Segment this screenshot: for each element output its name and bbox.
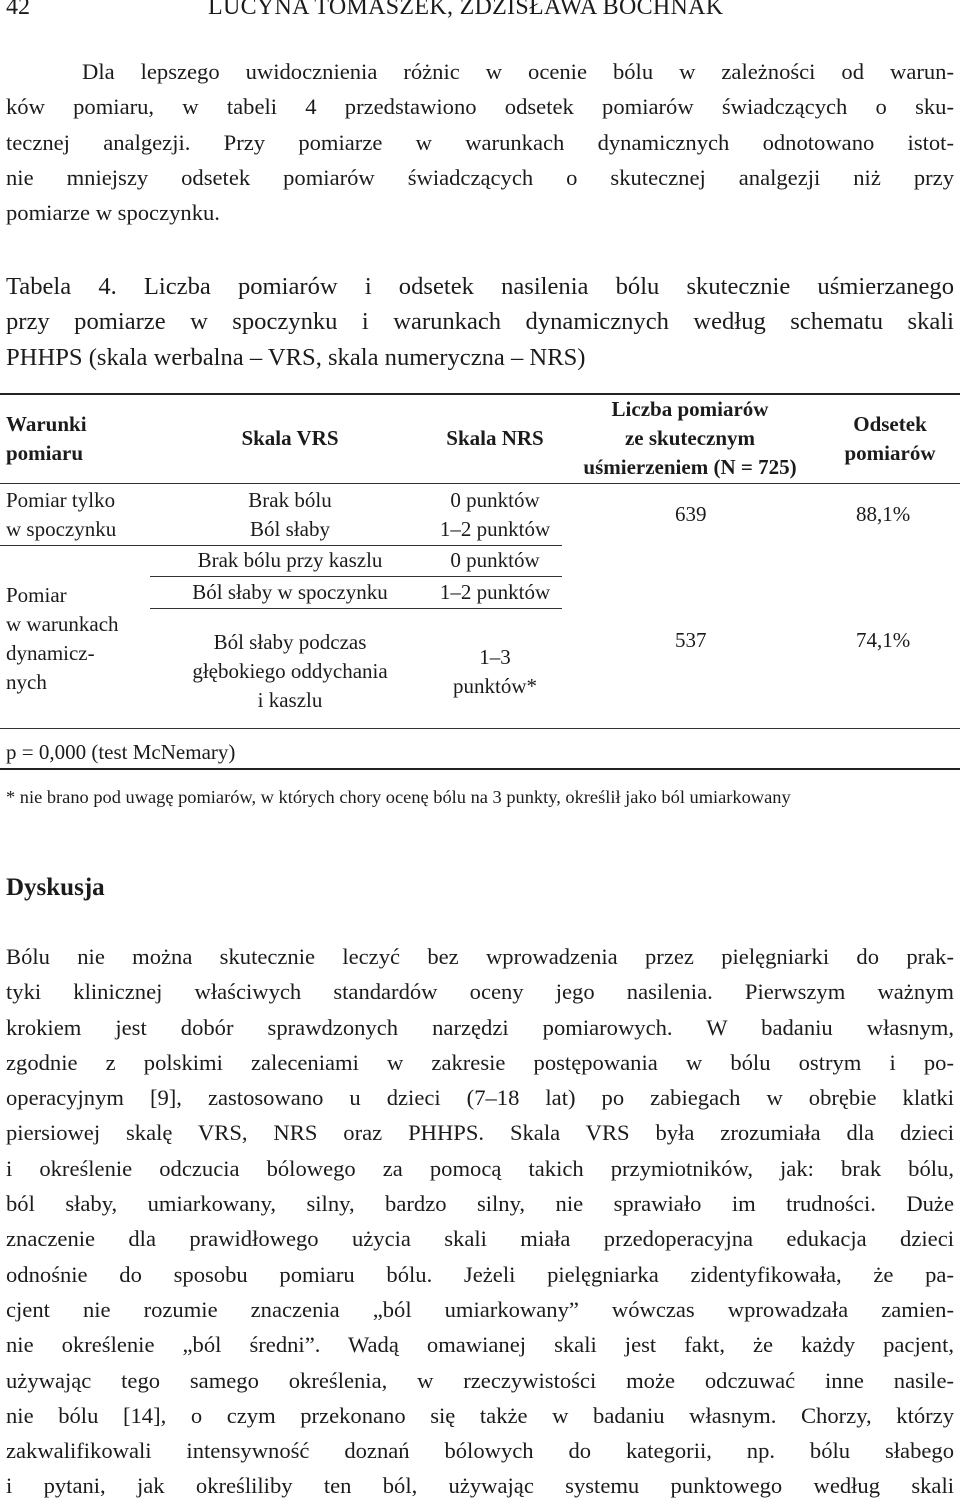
header-text: Liczba pomiarów	[611, 397, 769, 421]
page-number: 42	[6, 0, 30, 20]
cell-text: punktów*	[453, 674, 537, 698]
cell-text: i kaszlu	[257, 688, 323, 712]
cell-text: 1–2 punktów	[439, 517, 551, 541]
table-bottom-rule	[0, 728, 960, 729]
group1-percent: 88,1%	[856, 502, 911, 526]
discussion-line: operacyjnym [9], zastosowano u dzieci (7–18 lat) po zabiegach w obrębie klatki	[6, 1085, 954, 1111]
cell-text: nych	[6, 670, 47, 694]
intro-line: nie mniejszy odsetek pomiarów świadczących o skutecznej analgezji niż przy	[6, 164, 954, 190]
discussion-line: tyki klinicznej właściwych standardów oceny jego nasilenia. Pierwszym ważnym	[6, 979, 954, 1005]
header-text: pomiaru	[6, 441, 84, 465]
group1-vrs	[160, 486, 420, 544]
table-header-rule	[0, 483, 960, 484]
group2-vrs-row1: Brak bólu przy kaszlu	[197, 548, 383, 572]
caption-line: Tabela 4. Liczba pomiarów i odsetek nasilenia bólu skutecznie uśmierzanego	[6, 273, 954, 300]
discussion-line: nie bólu [14], o czym przekonano się także w badaniu własnym. Chorzy, którzy	[6, 1402, 954, 1428]
group2-vrs-row3	[160, 628, 420, 715]
discussion-line: zgodnie z polskimi zaleceniami w zakresie postępowania w bólu ostrym i po-	[6, 1049, 954, 1075]
group2-condition	[6, 581, 119, 697]
discussion-line: nie określenie „ból średni”. Wadą omawianej skali jest fakt, że każdy pacjent,	[6, 1332, 954, 1358]
cell-text: w spoczynku	[6, 517, 117, 541]
running-head: LUCYNA TOMASZEK, ZDZISŁAWA BOCHNAK	[208, 0, 724, 20]
group2-percent: 74,1%	[856, 628, 911, 652]
discussion-line: Bólu nie można skutecznie leczyć bez wprowadzenia przez pielęgniarki do prak-	[6, 944, 954, 969]
cell-text: dynamicz-	[6, 641, 95, 665]
group2-vrs-row2: Ból słaby w spoczynku	[192, 580, 388, 604]
header-text: ze skutecznym	[624, 426, 756, 450]
table-footnote: * nie brano pod uwagę pomiarów, w których chory ocenę bólu na 3 punkty, określił jako ból umiarkowany	[6, 787, 791, 807]
row-rule-1	[150, 576, 562, 577]
cell-text: Pomiar	[6, 583, 67, 607]
section-heading: Dyskusja	[6, 874, 105, 901]
discussion-paragraph	[6, 939, 954, 1504]
cell-text: 0 punktów	[450, 488, 540, 512]
header-conditions	[6, 410, 87, 468]
discussion-line: zakwalifikowali intensywność doznań bólowych do kategorii, np. bólu słabego	[6, 1438, 954, 1464]
discussion-line: i pytani, jak określiliby ten ból, używając systemu punktowego według skali	[6, 1473, 954, 1499]
table-caption	[6, 269, 954, 375]
discussion-line: odnośnie do sposobu pomiaru bólu. Jeżeli pielęgniarka zidentyfikowała, że pa-	[6, 1261, 954, 1287]
cell-text: Pomiar tylko	[6, 488, 116, 512]
header-text: Odsetek	[853, 412, 927, 436]
discussion-line: krokiem jest dobór sprawdzonych narzędzi pomiarowych. W badaniu własnym,	[6, 1014, 954, 1040]
group1-nrs	[420, 486, 570, 544]
header-percent	[820, 410, 960, 468]
discussion-line: cjent nie rozumie znaczenia „ból umiarkowany” wówczas wprowadzała zamien-	[6, 1296, 954, 1322]
header-count	[560, 395, 820, 482]
group2-nrs-row1: 0 punktów	[450, 548, 540, 572]
intro-line: tecznej analgezji. Przy pomiarze w warunkach dynamicznych odnotowano istot-	[6, 129, 954, 155]
header-text: pomiarów	[844, 441, 936, 465]
p-value-note: p = 0,000 (test McNemary)	[6, 740, 236, 764]
cell-text: Ból słaby podczas	[213, 630, 367, 654]
discussion-line: używając tego samego określenia, w rzeczywistości może odczuwać inne nasile-	[6, 1367, 954, 1393]
cell-text: Ból słaby	[250, 517, 330, 541]
header-text: uśmierzeniem (N = 725)	[583, 455, 797, 479]
discussion-line: i określenie odczucia bólowego za pomocą takich przymiotników, jak: brak bólu,	[6, 1155, 954, 1181]
header-vrs: Skala VRS	[241, 426, 339, 450]
discussion-line: piersiowej skalę VRS, NRS oraz PHHPS. Skala VRS była zrozumiała dla dzieci	[6, 1120, 954, 1146]
cell-text: głębokiego oddychania	[192, 659, 388, 683]
group2-nrs-row2: 1–2 punktów	[439, 580, 551, 604]
table-final-rule	[0, 768, 960, 770]
row-rule-2	[150, 608, 562, 609]
intro-paragraph	[6, 54, 954, 230]
discussion-line: znaczenie dla prawidłowego użycia skali miała przedoperacyjna edukacja dzieci	[6, 1226, 954, 1252]
group1-count: 639	[675, 502, 707, 526]
caption-line: przy pomiarze w spoczynku i warunkach dynamicznych według schematu skali	[6, 308, 954, 336]
discussion-line: ból słaby, umiarkowany, silny, bardzo silny, nie sprawiało im trudności. Duże	[6, 1191, 954, 1217]
cell-text: Brak bólu	[248, 488, 332, 512]
group1-condition	[6, 486, 116, 544]
cell-text: 1–3	[479, 645, 511, 669]
cell-text: w warunkach	[6, 612, 119, 636]
intro-line: ków pomiaru, w tabeli 4 przedstawiono odsetek pomiarów świadczących o sku-	[6, 94, 954, 120]
caption-line: PHHPS (skala werbalna – VRS, skala numeryczna – NRS)	[6, 343, 586, 371]
intro-line: Dla lepszego uwidocznienia różnic w ocenie bólu w zależności od warun-	[82, 59, 954, 84]
group2-count: 537	[675, 628, 707, 652]
header-nrs: Skala NRS	[446, 426, 544, 450]
group2-nrs-row3	[420, 643, 570, 701]
intro-line: pomiarze w spoczynku.	[6, 200, 220, 226]
header-text: Warunki	[6, 412, 87, 436]
